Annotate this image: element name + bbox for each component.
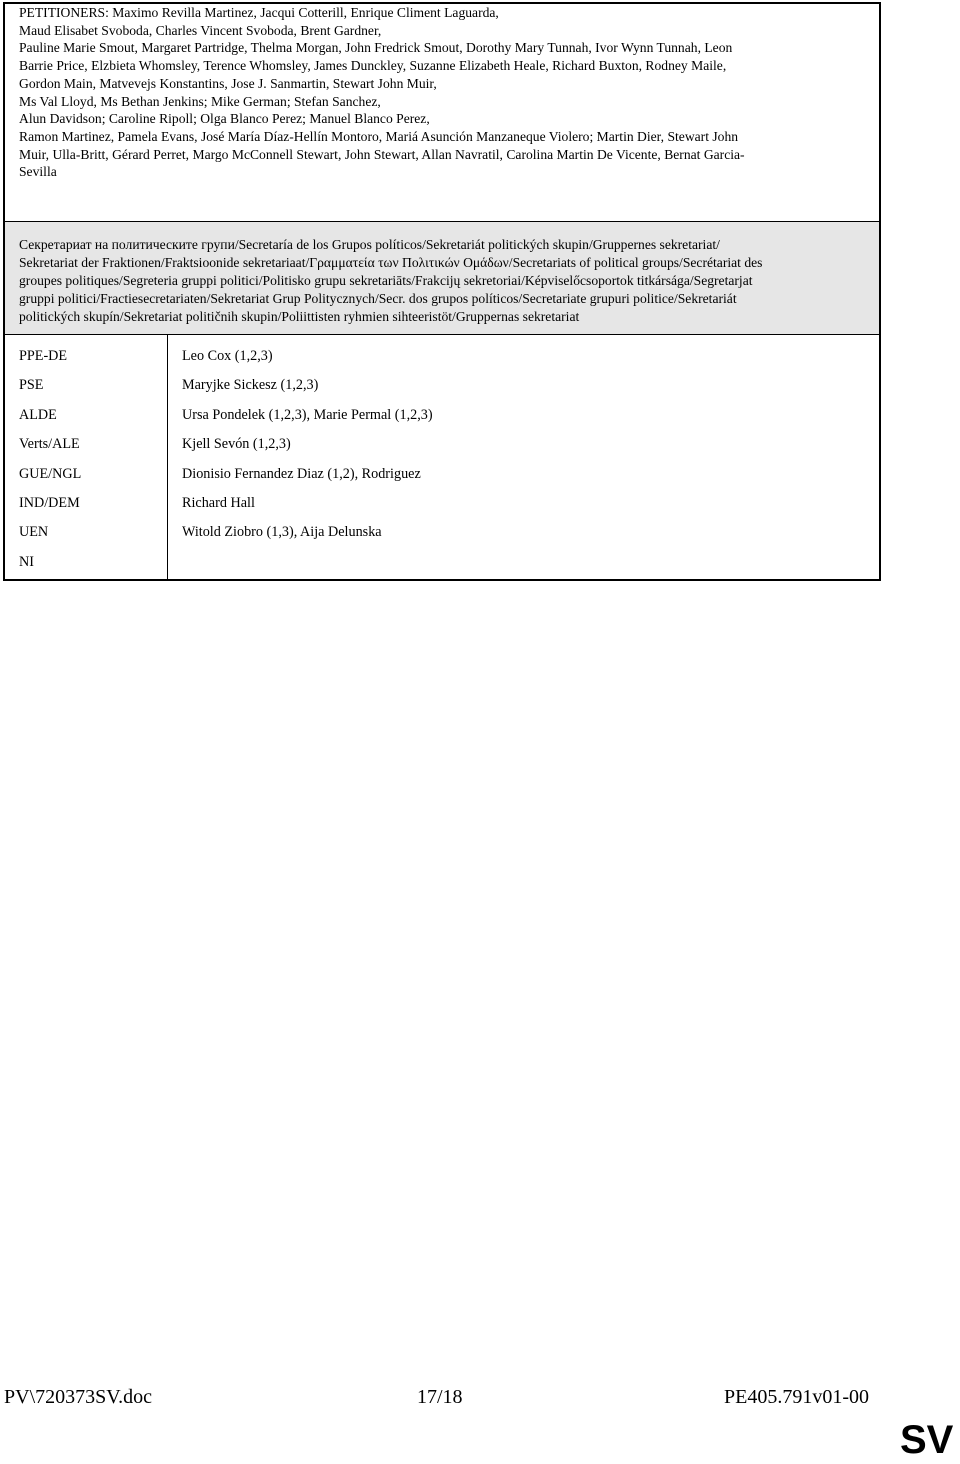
secretariat-section: [5, 222, 879, 335]
group-members: Kjell Sevón (1,2,3): [182, 436, 291, 453]
group-name: IND/DEM: [19, 494, 80, 511]
group-members-column: [168, 335, 879, 579]
page-number: 17/18: [417, 1386, 463, 1408]
group-members: Richard Hall: [182, 494, 255, 511]
petitioners-line: PETITIONERS: Maximo Revilla Martinez, Jacqui Cotterill, Enrique Climent Laguarda,: [19, 5, 499, 20]
secretariat-line: Sekretariat der Fraktionen/Fraktsioonide sekretariaat/Γραμματεία των Πολιτικών Ομάδων/Secretariats of political groups/Secrétariat des: [19, 255, 763, 270]
petitioners-line: Ms Val Lloyd, Ms Bethan Jenkins; Mike German; Stefan Sanchez,: [19, 93, 381, 109]
petitioners-line: Sevilla: [19, 164, 57, 180]
language-code: SV: [900, 1418, 954, 1462]
petitioners-line: Muir, Ulla-Britt, Gérard Perret, Margo McConnell Stewart, John Stewart, Allan Navratil, Carolina Martin De Vicente, Bernat Garcia-: [19, 146, 745, 162]
group-members: Dionisio Fernandez Diaz (1,2), Rodriguez: [182, 465, 421, 482]
attendance-box: [3, 2, 881, 581]
secretariat-line: politických skupín/Sekretariat političnih skupin/Poliittisten ryhmien sihteeristöt/Gruppernas sekretariat: [19, 309, 580, 324]
document-reference: PV\720373SV.doc: [4, 1386, 152, 1408]
petitioners-line: Alun Davidson; Caroline Ripoll; Olga Blanco Perez; Manuel Blanco Perez,: [19, 111, 430, 127]
group-name: UEN: [19, 524, 49, 541]
group-name: GUE/NGL: [19, 465, 82, 482]
group-name: ALDE: [19, 406, 57, 423]
petitioners-section: [5, 4, 879, 222]
group-name-column: [5, 335, 168, 579]
secretariat-line: gruppi politici/Fractiesecretariaten/Sekretariat Grup Politycznych/Secr. dos grupos políticos/Secretariate grupuri politice/Sekretariát: [19, 291, 737, 306]
group-members: [182, 553, 879, 582]
pe-reference: PE405.791v01-00: [724, 1386, 869, 1408]
political-groups-table: [5, 335, 879, 579]
group-members: Ursa Pondelek (1,2,3), Marie Permal (1,2,3): [182, 406, 433, 423]
group-members: Witold Ziobro (1,3), Aija Delunska: [182, 524, 382, 541]
petitioners-line: Ramon Martinez, Pamela Evans, José María Díaz-Hellín Montoro, Mariá Asunción Manzaneque Violero; Martin Dier, Stewart John: [19, 128, 739, 144]
petitioners-line: Maud Elisabet Svoboda, Charles Vincent Svoboda, Brent Gardner,: [19, 22, 382, 38]
group-name: PPE-DE: [19, 348, 68, 364]
page-footer: [0, 1386, 960, 1426]
group-name: PSE: [19, 377, 44, 394]
petitioners-line: Pauline Marie Smout, Margaret Partridge, Thelma Morgan, John Fredrick Smout, Dorothy Mary Tunnah, Ivor Wynn Tunnah, Leon: [19, 40, 733, 56]
petitioners-line: Barrie Price, Elzbieta Whomsley, Terence Whomsley, James Dunckley, Suzanne Elizabeth Heale, Richard Buxton, Rodney Maile,: [19, 58, 727, 74]
group-members: Maryjke Sickesz (1,2,3): [182, 377, 319, 394]
group-members: Leo Cox (1,2,3): [182, 348, 273, 364]
group-name: Verts/ALE: [19, 436, 80, 453]
group-name: NI: [19, 553, 34, 570]
secretariat-line: Секретариат на политическите групи/Secretaría de los Grupos políticos/Sekretariát politických skupin/Gruppernes sekretariat/: [19, 237, 720, 252]
secretariat-line: groupes politiques/Segreteria gruppi politici/Politisko grupu sekretariāts/Frakcijų sekretoriai/Képviselőcsoportok titkársága/Segretarjat: [19, 273, 753, 288]
petitioners-line: Gordon Main, Matvevejs Konstantins, Jose J. Sanmartin, Stewart John Muir,: [19, 75, 437, 91]
